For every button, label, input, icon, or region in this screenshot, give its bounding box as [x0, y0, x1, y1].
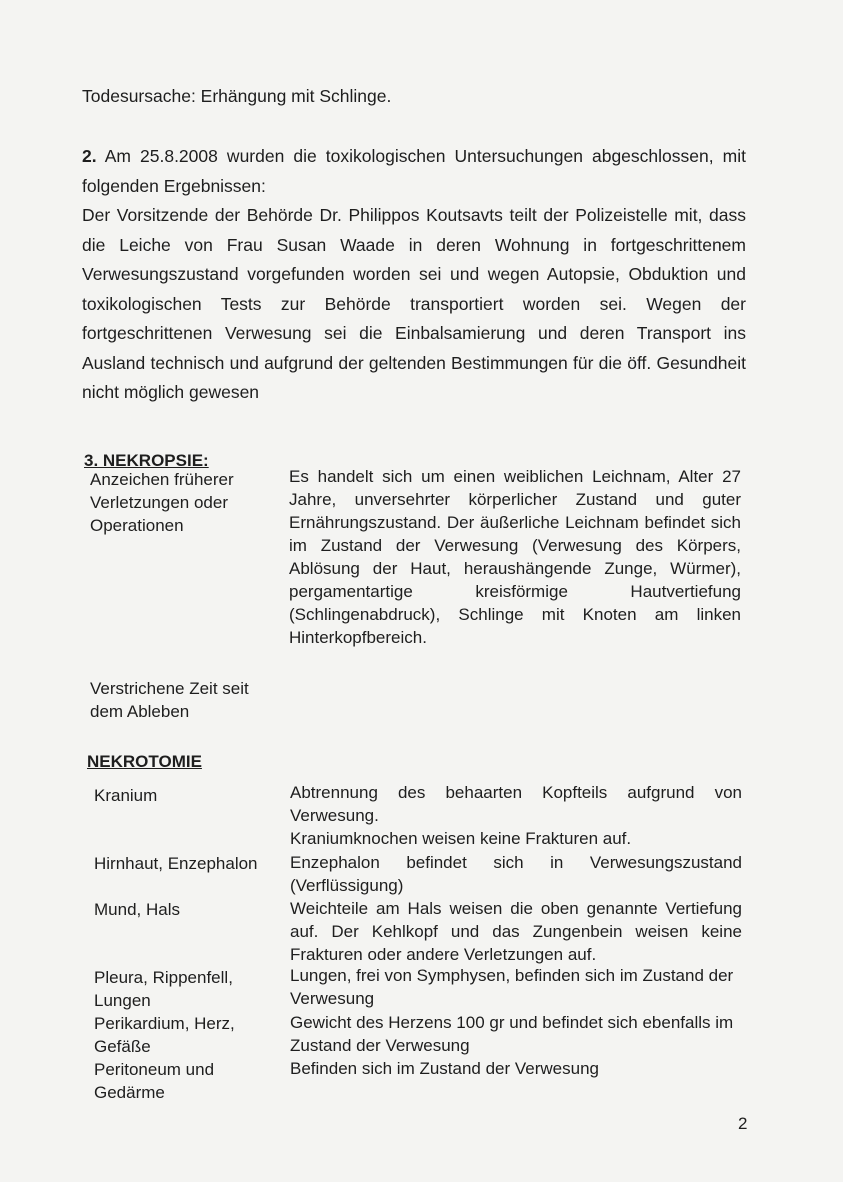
cause-of-death-line: Todesursache: Erhängung mit Schlinge.: [82, 86, 392, 106]
desc-kranium-b: Kraniumknochen weisen keine Frakturen auf.: [290, 829, 632, 848]
label-time-since-death: Verstrichene Zeit seit dem Ableben: [90, 679, 249, 721]
desc-mund-hals-text: Weichteile am Hals weisen die oben genannte Vertiefung auf. Der Kehlkopf und das Zungenbein weisen keine Frakturen oder andere Verletzungen auf.: [290, 899, 742, 964]
section-2-body: Der Vorsitzende der Behörde Dr. Philippos Koutsavts teilt der Polizeistelle mit, dass die Leiche von Frau Susan Waade in deren Wohnung in fortgeschrittenem Verwesungszustand vorgefunden worden sei und wegen Autopsie, Obduktion und toxikologischen Tests zur Behörde transportiert worden sei. Wegen der fortgeschrittenen Verwesung sei die Einbalsamierung und deren Transport ins Ausland technisch und aufgrund der geltenden Bestimmungen für die öff. Gesundheit nicht möglich gewesen: [82, 205, 746, 402]
section-2-line1: Am 25.8.2008 wurden die toxikologischen Untersuchungen abgeschlossen, mit folgenden Ergebnissen:: [82, 146, 746, 196]
label-peritoneum: Peritoneum und Gedärme: [94, 1060, 215, 1102]
nekrotomie-heading: NEKROTOMIE: [87, 752, 202, 771]
desc-previous-injuries-text: Es handelt sich um einen weiblichen Leichnam, Alter 27 Jahre, unversehrter körperlicher Zustand und guter Ernährungszustand. Der äußerliche Leichnam befindet sich im Zustand der Verwesung (Verwesung des Körpers, Ablösung der Haut, heraushängende Zunge, Würmer), pergamentartige kreisförmige Hautvertiefung (Schlingenabdruck), Schlinge mit Knoten am linken Hinterkopfbereich.: [289, 467, 741, 647]
label-perikardium: Perikardium, Herz, Gefäße: [94, 1014, 235, 1056]
nekropsie-heading: 3. NEKROPSIE:: [84, 451, 209, 470]
label-kranium: Kranium: [94, 786, 158, 805]
label-mund-hals: Mund, Hals: [94, 900, 180, 919]
desc-pleura: [290, 964, 742, 1010]
desc-hirnhaut-text: Enzephalon befindet sich in Verwesungszustand (Verflüssigung): [290, 853, 742, 895]
page-number: 2: [738, 1114, 748, 1133]
label-hirnhaut: Hirnhaut, Enzephalon: [94, 854, 258, 873]
desc-perikardium: [290, 1011, 742, 1057]
desc-hirnhaut: [290, 851, 742, 897]
desc-perikardium-text: Gewicht des Herzens 100 gr und befindet sich ebenfalls im Zustand der Verwesung: [290, 1013, 734, 1055]
desc-mund-hals: [290, 897, 742, 966]
desc-peritoneum: [290, 1057, 742, 1080]
label-pleura: Pleura, Rippenfell, Lungen: [94, 968, 233, 1010]
desc-peritoneum-text: Befinden sich im Zustand der Verwesung: [290, 1059, 600, 1078]
section-2: [82, 142, 746, 408]
desc-pleura-text: Lungen, frei von Symphysen, befinden sich im Zustand der Verwesung: [290, 966, 734, 1008]
desc-kranium-a: Abtrennung des behaarten Kopfteils aufgrund von Verwesung.: [290, 783, 742, 825]
label-previous-injuries: Anzeichen früherer Verletzungen oder Operationen: [90, 470, 234, 535]
section-2-number: 2.: [82, 146, 97, 166]
section-2-intro: [82, 142, 746, 201]
desc-kranium: [290, 781, 742, 850]
desc-previous-injuries: [289, 465, 741, 649]
